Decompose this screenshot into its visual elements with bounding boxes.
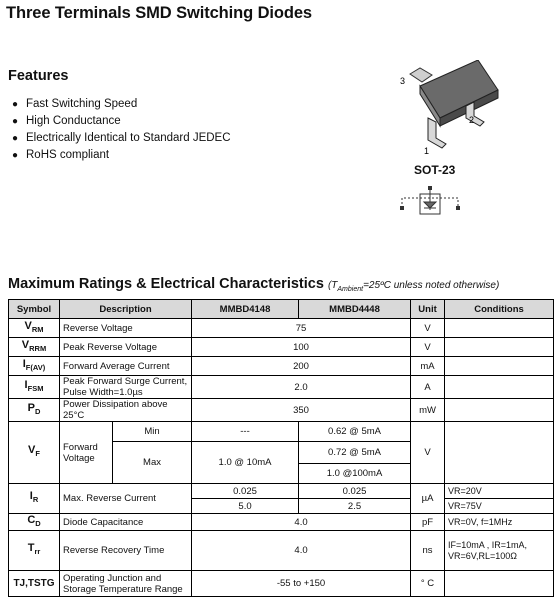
table-row (9, 422, 554, 442)
table-row (9, 571, 554, 597)
value-cell: --- (192, 422, 299, 442)
description-cell: Max. Reverse Current (60, 484, 192, 514)
description-cell: Peak Forward Surge Current, Pulse Width=1.0µs (60, 376, 192, 399)
condition-cell (445, 376, 554, 399)
condition-cell: VR=20V (445, 484, 554, 499)
value-cell: 5.0 (192, 499, 299, 514)
value-cell: 0.62 @ 5mA (299, 422, 411, 442)
table-header-row (9, 300, 554, 319)
features-heading: Features (8, 68, 69, 84)
header-cell: MMBD4448 (299, 300, 411, 319)
symbol-cell: $I_R$ (9, 484, 60, 514)
value-cell: 4.0 (192, 531, 411, 571)
symbol-cell: $C_D$ (9, 514, 60, 531)
condition-cell (445, 338, 554, 357)
condition-cell (445, 422, 554, 484)
page-title: Three Terminals SMD Switching Diodes (6, 4, 312, 22)
description-cell: Reverse Recovery Time (60, 531, 192, 571)
value-cell: 75 (192, 319, 411, 338)
value-cell: 2.5 (299, 499, 411, 514)
value-cell: 0.72 @ 5mA (299, 442, 411, 464)
pin-label: 3 (400, 76, 406, 86)
feature-item: ● RoHS compliant (12, 147, 231, 164)
value-cell: -55 to +150 (192, 571, 411, 597)
pin-label: 2 (469, 115, 475, 125)
condition-cell: IF=10mA , IR=1mA, VR=6V,RL=100Ω (445, 531, 554, 571)
description-cell: Peak Reverse Voltage (60, 338, 192, 357)
package-name: SOT-23 (414, 163, 456, 177)
value-cell: 2.0 (192, 376, 411, 399)
condition-cell (445, 357, 554, 376)
description-cell: Power Dissipation above 25°C (60, 399, 192, 422)
condition-cell: VR=0V, f=1MHz (445, 514, 554, 531)
unit-cell: pF (411, 514, 445, 531)
features-list (12, 96, 231, 164)
bullet-icon: ● (12, 133, 19, 144)
unit-cell: A (411, 376, 445, 399)
symbol-cell: $V_F$ (9, 422, 60, 484)
table-row (9, 376, 554, 399)
condition-cell (445, 399, 554, 422)
feature-item: ● Fast Switching Speed (12, 96, 231, 113)
value-cell: 100 (192, 338, 411, 357)
ratings-note: ($T_{Ambient}=25ºC$ unless noted otherwise) (327, 280, 500, 293)
condition-cell (445, 571, 554, 597)
unit-cell: ns (411, 531, 445, 571)
description-cell: Operating Junction and Storage Temperature Range (60, 571, 192, 597)
value-cell: 4.0 (192, 514, 411, 531)
unit-cell: mW (411, 399, 445, 422)
symbol-cell: $I_{FSM}$ (9, 376, 60, 399)
symbol-cell: $I_{F(AV)}$ (9, 357, 60, 376)
feature-item: ● High Conductance (12, 113, 231, 130)
value-cell: 0.025 (299, 484, 411, 499)
header-cell: Description (60, 300, 192, 319)
table-row (9, 357, 554, 376)
value-cell: 200 (192, 357, 411, 376)
condition-cell (445, 319, 554, 338)
diode-schematic-icon (398, 184, 478, 218)
symbol-cell: TJ,TSTG (9, 571, 60, 597)
header-cell: Unit (411, 300, 445, 319)
description-cell: Diode Capacitance (60, 514, 192, 531)
table-row (9, 399, 554, 422)
unit-cell: V (411, 338, 445, 357)
table-row (9, 531, 554, 571)
value-cell: 350 (192, 399, 411, 422)
unit-cell: µA (411, 484, 445, 514)
pin-label: 1 (424, 146, 430, 156)
ratings-table (8, 299, 554, 597)
value-cell: 1.0 @100mA (299, 464, 411, 484)
header-cell: Conditions (445, 300, 554, 319)
symbol-cell: $P_D$ (9, 399, 60, 422)
header-cell: MMBD4148 (192, 300, 299, 319)
ratings-heading: Maximum Ratings & Electrical Characteristics ($T_{Ambient}=25ºC$ unless noted otherwise) (8, 276, 500, 293)
description-cell: Forward Average Current (60, 357, 192, 376)
max-label-cell: Max (113, 442, 192, 484)
bullet-icon: ● (12, 150, 19, 161)
sot23-package-icon (380, 60, 500, 165)
table-row (9, 338, 554, 357)
header-cell: Symbol (9, 300, 60, 319)
condition-cell: VR=75V (445, 499, 554, 514)
bullet-icon: ● (12, 99, 19, 110)
symbol-cell: $V_{RRM}$ (9, 338, 60, 357)
min-label-cell: Min (113, 422, 192, 442)
table-row (9, 484, 554, 499)
unit-cell: V (411, 319, 445, 338)
unit-cell: mA (411, 357, 445, 376)
symbol-cell: $V_{RM}$ (9, 319, 60, 338)
description-cell: Reverse Voltage (60, 319, 192, 338)
value-cell: 1.0 @ 10mA (192, 442, 299, 484)
table-row (9, 319, 554, 338)
value-cell: 0.025 (192, 484, 299, 499)
unit-cell: V (411, 422, 445, 484)
feature-item: ● Electrically Identical to Standard JEDEC (12, 130, 231, 147)
unit-cell: ° C (411, 571, 445, 597)
table-row (9, 514, 554, 531)
symbol-cell: $T_{rr}$ (9, 531, 60, 571)
bullet-icon: ● (12, 116, 19, 127)
description-cell: Forward Voltage (60, 422, 113, 484)
